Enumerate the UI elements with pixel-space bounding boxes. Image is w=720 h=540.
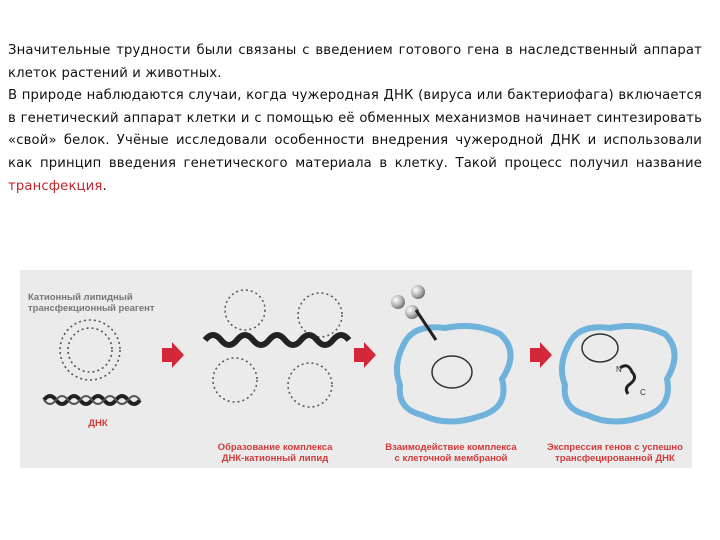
caption-complex-formation: Образование комплекса ДНК-катионный липид	[217, 442, 333, 464]
cell-membrane-icon	[391, 285, 511, 422]
paragraph-2-end: .	[102, 178, 107, 194]
body-text	[8, 40, 702, 198]
transfection-figure	[20, 270, 692, 468]
term-transfection: трансфекция	[8, 178, 103, 194]
liposome-icon	[60, 320, 120, 380]
arrow-icon	[162, 342, 184, 368]
lipid-complex-icon	[205, 290, 349, 407]
arrow-icon	[530, 342, 552, 368]
caption-membrane-interaction: Взаимодействие комплекса с клеточной мембраной	[385, 442, 517, 464]
dna-label: ДНК	[88, 418, 108, 429]
n-terminus-label: N	[616, 365, 622, 374]
arrow-icon	[354, 342, 376, 368]
paragraph-2	[8, 85, 702, 198]
c-terminus-label: C	[640, 388, 646, 397]
reagent-label: Катионный липидный трансфекционный реагент	[28, 292, 155, 314]
paragraph-1: Значительные трудности были связаны с введением готового гена в наследственный аппарат клеток растений и животных.	[8, 43, 702, 81]
paragraph-2-text: В природе наблюдаются случаи, когда чужеродная ДНК (вируса или бактериофага) включается в генетический аппарат клетки и с помощью её обменных механизмов начинает синтезировать «свой» белок. Учёные исследовали особенности внедрения чужеродной ДНК и использовали как принцип введения генетического материала в клетку. Такой процесс получил название	[8, 88, 702, 171]
caption-gene-expression: Экспрессия генов с успешно трансфецированной ДНК	[547, 442, 683, 464]
